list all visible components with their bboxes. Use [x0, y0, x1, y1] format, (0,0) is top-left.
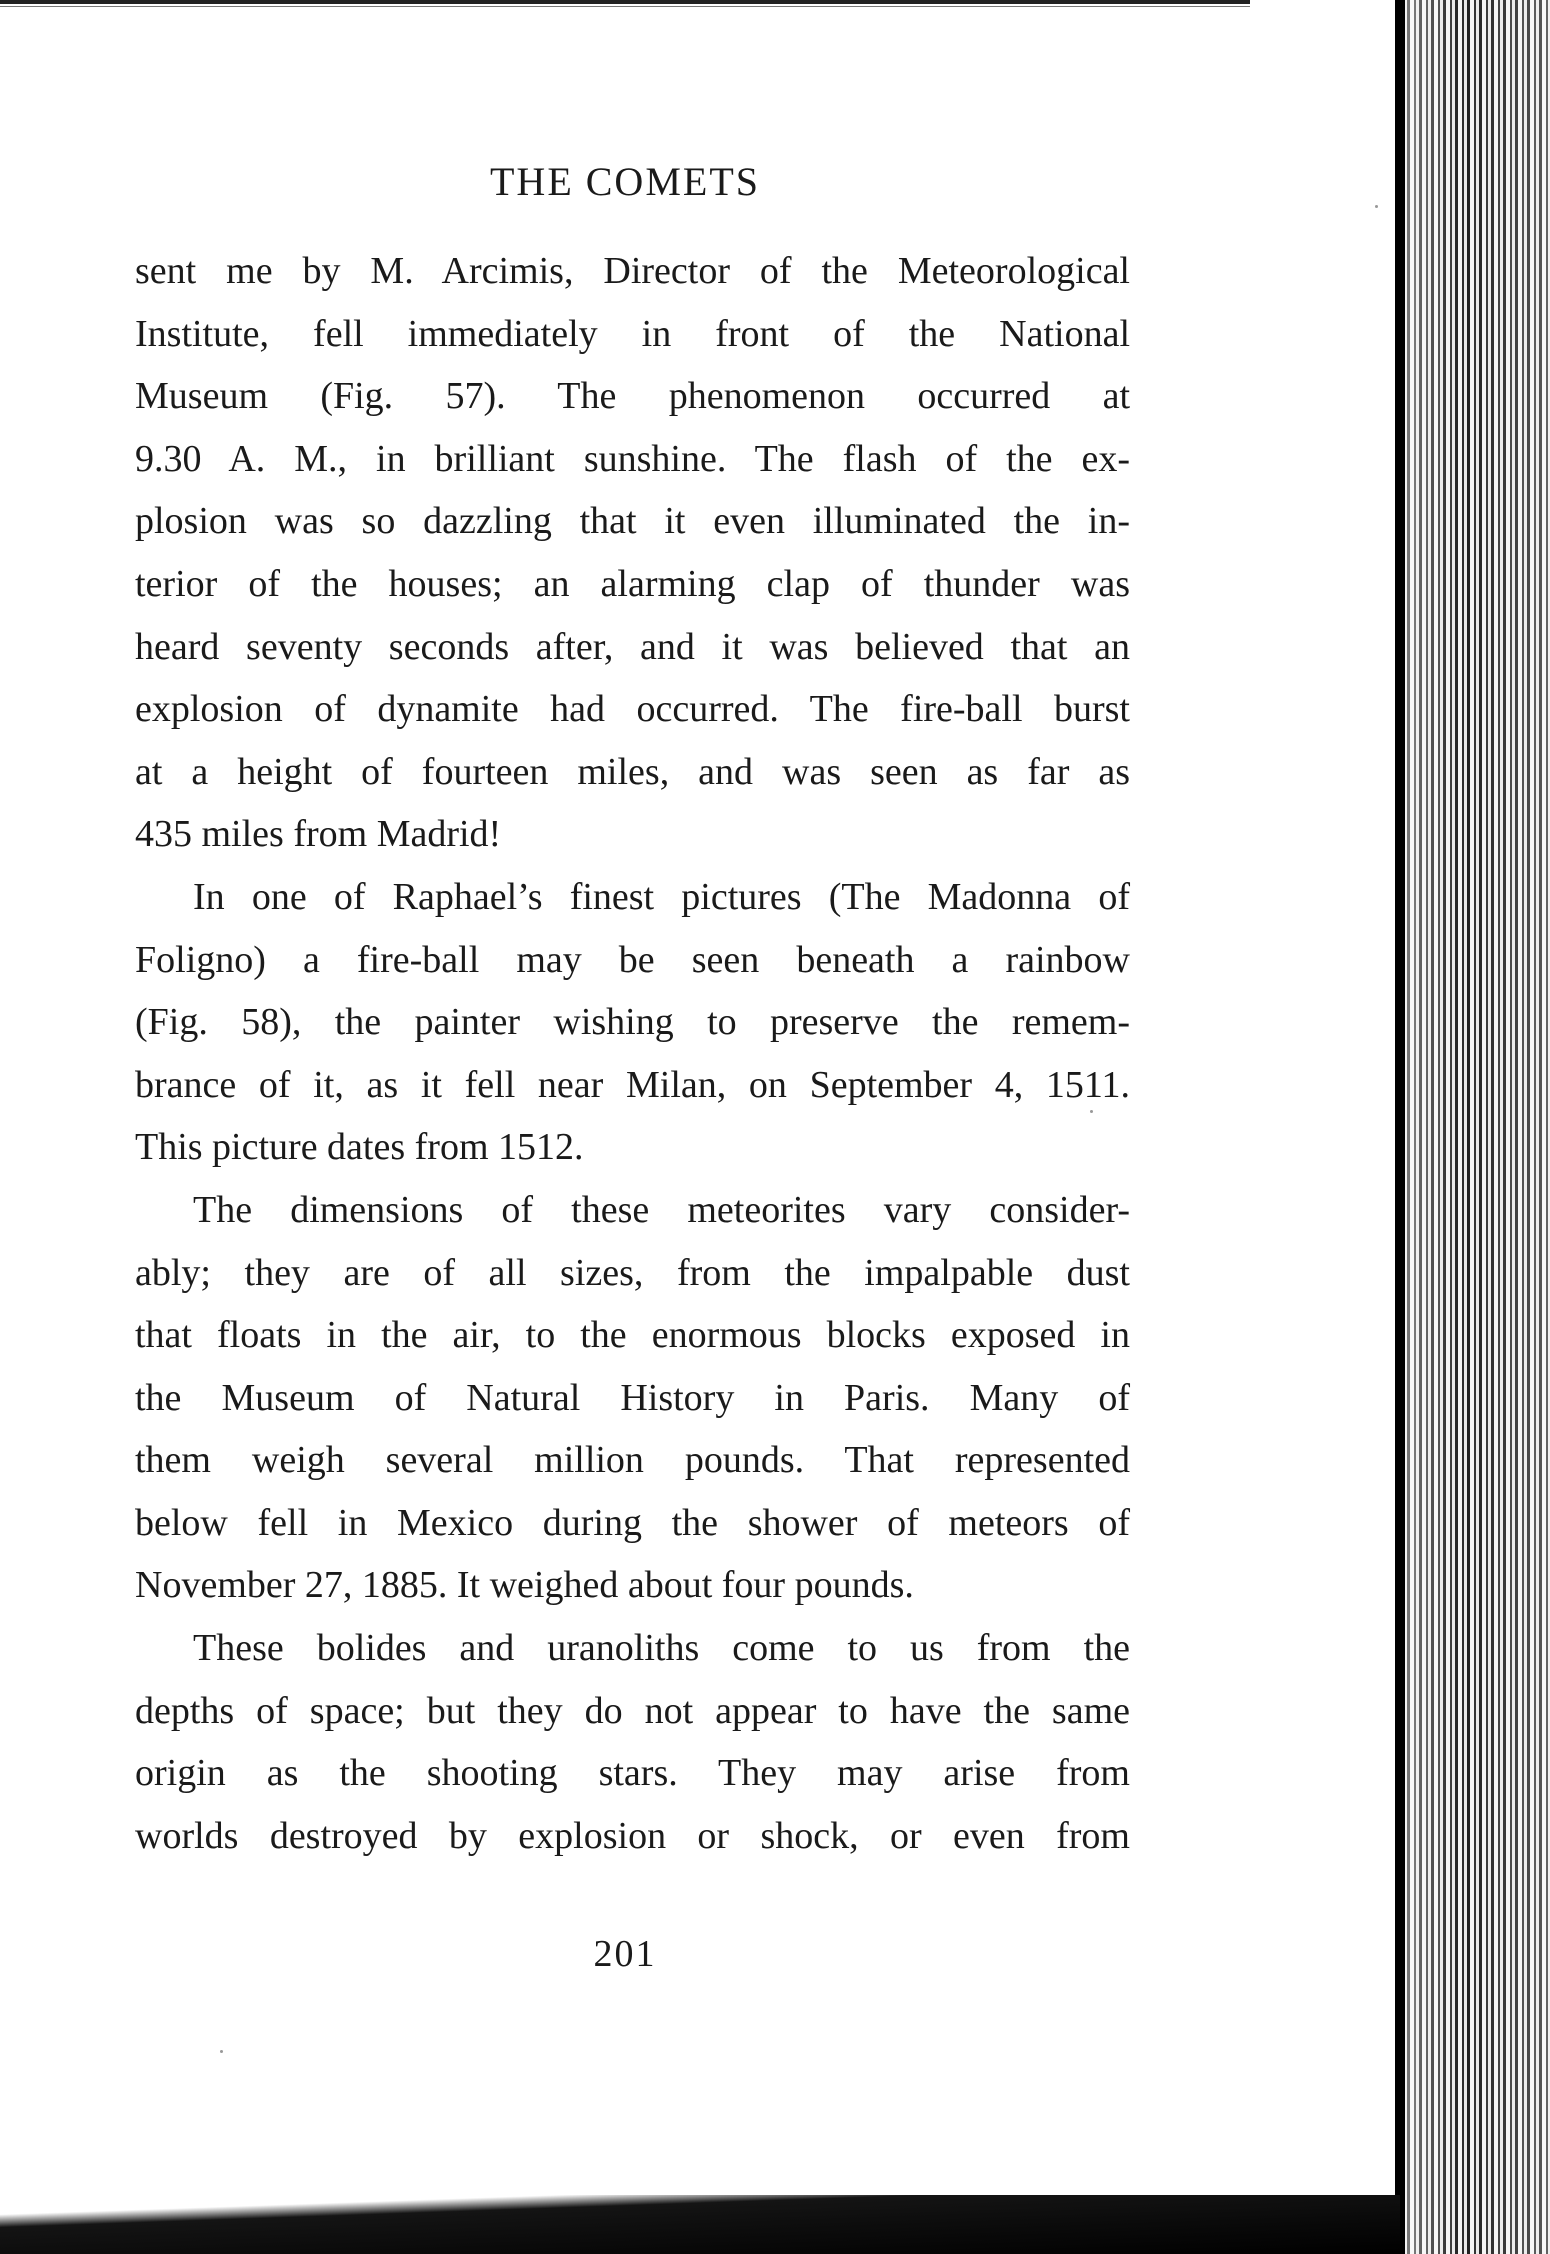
text-line: explosion of dynamite had occurred. The fire-ball burst: [135, 688, 1130, 731]
text-line: ably; they are of all sizes, from the impalpable dust: [135, 1251, 1130, 1294]
ink-speck: [220, 2050, 223, 2053]
text-line: them weigh several million pounds. That represented: [135, 1439, 1130, 1482]
text-line: terior of the houses; an alarming clap of thunder was: [135, 562, 1130, 605]
text-line: brance of it, as it fell near Milan, on September 4, 1511.: [135, 1063, 1130, 1106]
text-line: Museum (Fig. 57). The phenomenon occurred at: [135, 375, 1130, 418]
text-line: Foligno) a fire-ball may be seen beneath a rainbow: [135, 938, 1130, 981]
body-text: [135, 240, 1130, 1867]
page-gutter-shadow: [1395, 0, 1405, 2254]
text-line: heard seventy seconds after, and it was believed that an: [135, 625, 1130, 668]
text-line: This picture dates from 1512.: [135, 1126, 584, 1169]
page-number: 201: [593, 1933, 657, 1975]
text-line: In one of Raphael’s finest pictures (The Madonna of: [193, 875, 1130, 918]
text-line: origin as the shooting stars. They may arise from: [135, 1752, 1130, 1795]
text-line: that floats in the air, to the enormous blocks exposed in: [135, 1314, 1130, 1357]
text-line: sent me by M. Arcimis, Director of the Meteorological: [135, 250, 1130, 292]
text-line: November 27, 1885. It weighed about four pounds.: [135, 1564, 914, 1607]
text-line: 435 miles from Madrid!: [135, 813, 502, 856]
text-line: Institute, fell immediately in front of the National: [135, 312, 1130, 355]
ink-speck: [1090, 1110, 1093, 1113]
text-line: depths of space; but they do not appear to have the same: [135, 1689, 1130, 1732]
text-line: The dimensions of these meteorites vary consider-: [193, 1188, 1130, 1231]
page-edges-highlight: [1405, 0, 1550, 2254]
text-line: plosion was so dazzling that it even illuminated the in-: [135, 500, 1130, 543]
text-line: below fell in Mexico during the shower of meteors of: [135, 1501, 1130, 1544]
text-line: the Museum of Natural History in Paris. Many of: [135, 1376, 1130, 1419]
top-rule: [0, 0, 1250, 4]
ink-speck: [1375, 205, 1378, 208]
running-head: THE COMETS: [490, 159, 760, 204]
text-line: at a height of fourteen miles, and was seen as far as: [135, 750, 1130, 793]
bottom-shadow: [0, 2195, 1400, 2254]
text-line: (Fig. 58), the painter wishing to preserve the remem-: [135, 1001, 1130, 1044]
text-line: 9.30 A. M., in brilliant sunshine. The flash of the ex-: [135, 437, 1130, 480]
top-rule-thin: [0, 6, 1250, 7]
text-line: These bolides and uranoliths come to us from the: [193, 1627, 1130, 1670]
text-line: worlds destroyed by explosion or shock, or even from: [135, 1814, 1130, 1857]
